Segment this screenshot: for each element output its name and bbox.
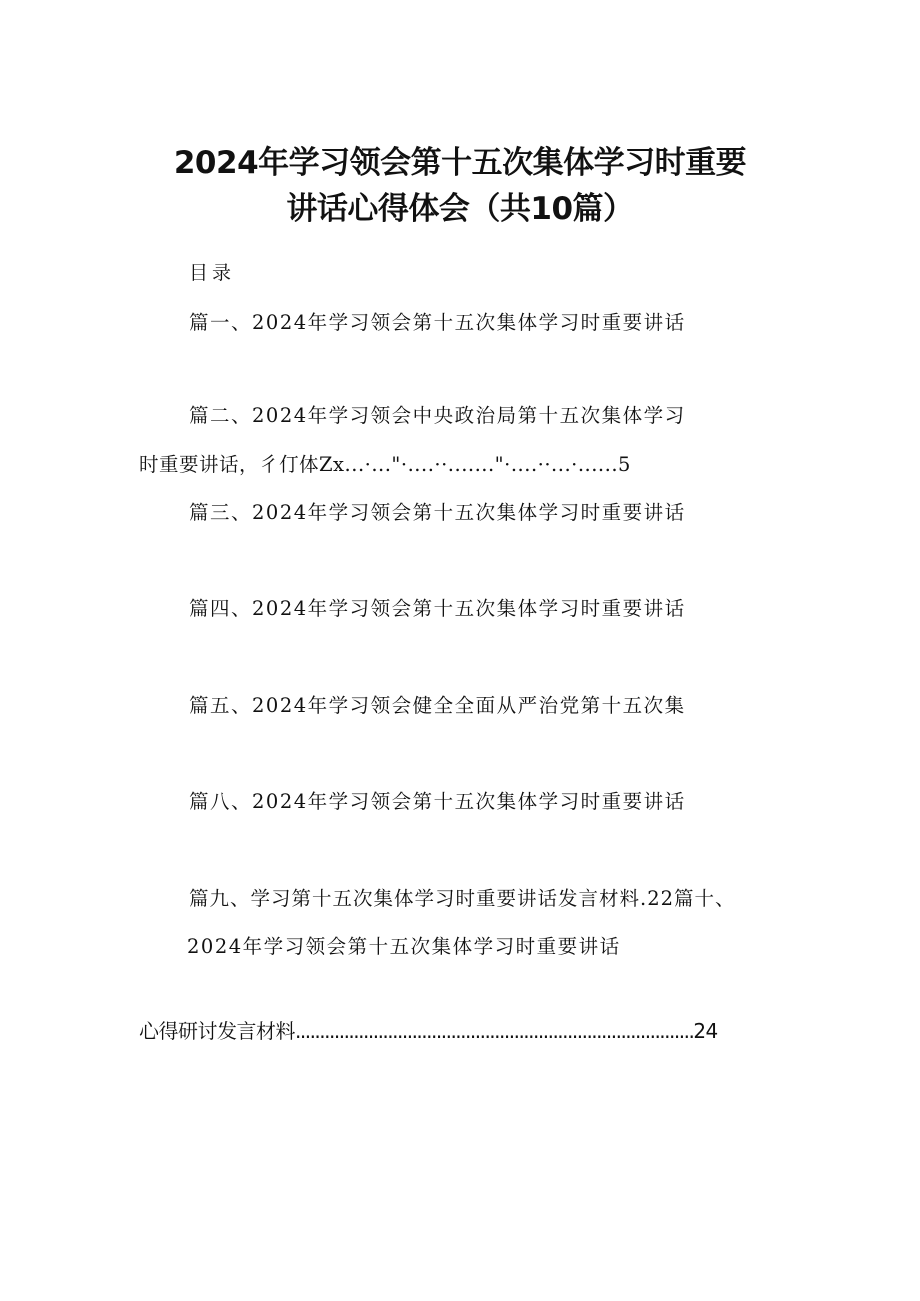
toc-entry-7-line-2: 2024年学习领会第十五次集体学习时重要讲话 bbox=[187, 935, 621, 958]
document-title-line-1: 2024年学习领会第十五次集体学习时重要 bbox=[173, 145, 747, 181]
toc-entry-7-line-1: 篇九、学习第十五次集体学习时重要讲话发言材料.22篇十、 bbox=[189, 887, 736, 910]
toc-entry-2-line-2: 时重要讲话，彳仃体Zx...·..."·....··......."·....··...·......5 bbox=[139, 453, 631, 476]
toc-entry-4: 篇四、2024年学习领会第十五次集体学习时重要讲话 bbox=[189, 597, 686, 620]
toc-entry-5: 篇五、2024年学习领会健全全面从严治党第十五次集 bbox=[189, 694, 686, 717]
toc-entry-6: 篇八、2024年学习领会第十五次集体学习时重要讲话 bbox=[189, 790, 686, 813]
toc-entry-2-line-1: 篇二、2024年学习领会中央政治局第十五次集体学习 bbox=[189, 404, 686, 427]
toc-heading: 目录 bbox=[189, 262, 236, 284]
toc-entry-3: 篇三、2024年学习领会第十五次集体学习时重要讲话 bbox=[189, 501, 686, 524]
document-title-line-2: 讲话心得体会（共10篇） bbox=[286, 191, 634, 227]
toc-entry-8 bbox=[139, 1015, 718, 1044]
toc-entry-8-text: 心得研讨发言材料 bbox=[139, 1019, 295, 1043]
toc-entry-8-leader-dots: .................................................................................. bbox=[295, 1019, 694, 1043]
toc-entry-8-page-number: 24 bbox=[693, 1019, 718, 1043]
toc-entry-1: 篇一、2024年学习领会第十五次集体学习时重要讲话 bbox=[189, 311, 686, 334]
